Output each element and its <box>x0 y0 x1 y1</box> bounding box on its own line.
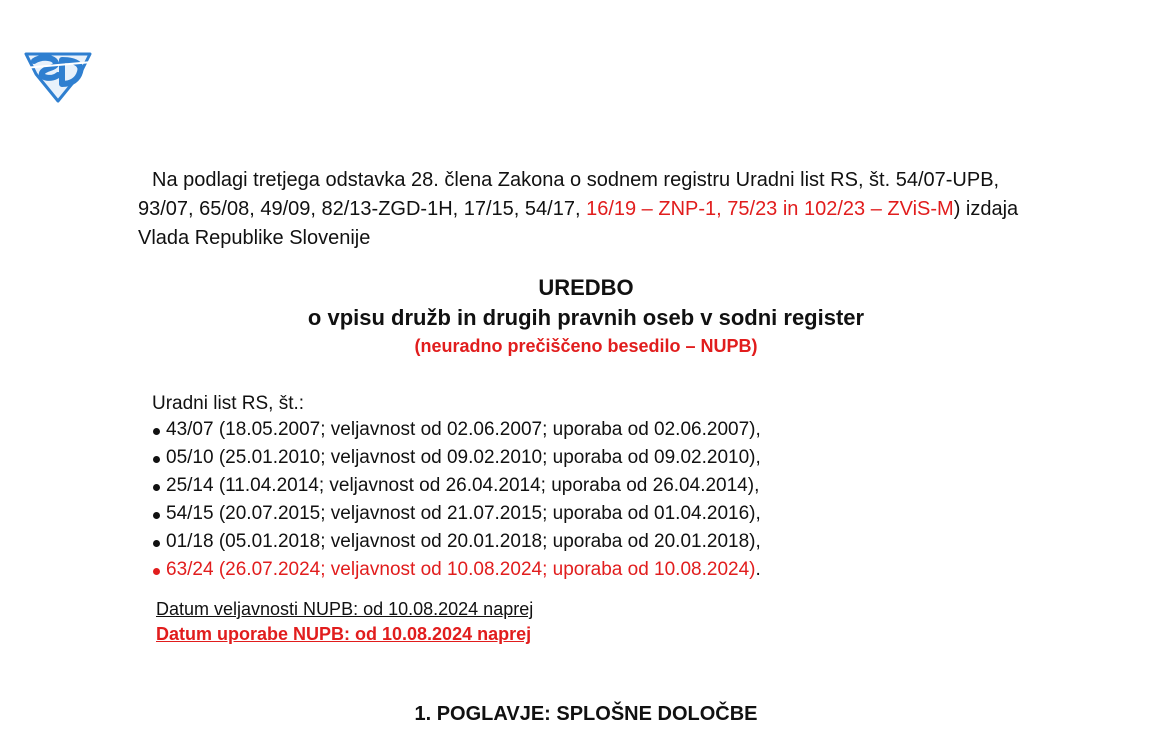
legal-basis-paragraph <box>138 166 1038 253</box>
nupb-usage-date: Datum uporabe NUPB: od 10.08.2024 naprej <box>156 624 532 644</box>
legal-basis-amendments: 16/19 – ZNP-1, 75/23 in 102/23 – ZViS-M <box>586 198 954 220</box>
gazette-item: 54/15 (20.07.2015; veljavnost od 21.07.2015; uporaba od 01.04.2016), <box>150 500 761 528</box>
gazette-item-latest: 63/24 (26.07.2024; veljavnost od 10.08.2024; uporaba od 10.08.2024). <box>150 556 761 584</box>
legal-basis-text: Na podlagi tretjega odstavka 28. člena Zakona o sodnem registru Uradni list RS, št. 54/07-UPB, 93/07, 65/08, 49/09, 82/13-ZGD-1H, 17/15, 54/17, <box>138 169 1000 220</box>
gazette-list <box>150 416 761 584</box>
document-title-block <box>0 273 1157 359</box>
legal-basis-issuer: ) izdaja Vlada Republike Slovenije <box>138 198 1019 249</box>
gazette-heading: Uradni list RS, št.: <box>152 393 305 414</box>
supreme-court-emblem-icon <box>20 44 96 104</box>
gazette-item: 01/18 (05.01.2018; veljavnost od 20.01.2018; uporaba od 20.01.2018), <box>150 528 761 556</box>
nupb-validity-date: Datum veljavnosti NUPB: od 10.08.2024 naprej <box>156 599 534 619</box>
document-subtitle: o vpisu družb in drugih pravnih oseb v sodni register <box>307 305 865 330</box>
document-version-note: (neuradno prečiščeno besedilo – NUPB) <box>414 336 758 356</box>
gazette-item: 25/14 (11.04.2014; veljavnost od 26.04.2014; uporaba od 26.04.2014), <box>150 472 761 500</box>
nupb-dates <box>156 597 533 647</box>
gazette-item: 43/07 (18.05.2007; veljavnost od 02.06.2007; uporaba od 02.06.2007), <box>150 416 761 444</box>
document-title: UREDBO <box>538 275 634 300</box>
chapter-heading: 1. POGLAVJE: SPLOŠNE DOLOČBE <box>414 703 758 725</box>
gazette-item: 05/10 (25.01.2010; veljavnost od 09.02.2010; uporaba od 09.02.2010), <box>150 444 761 472</box>
